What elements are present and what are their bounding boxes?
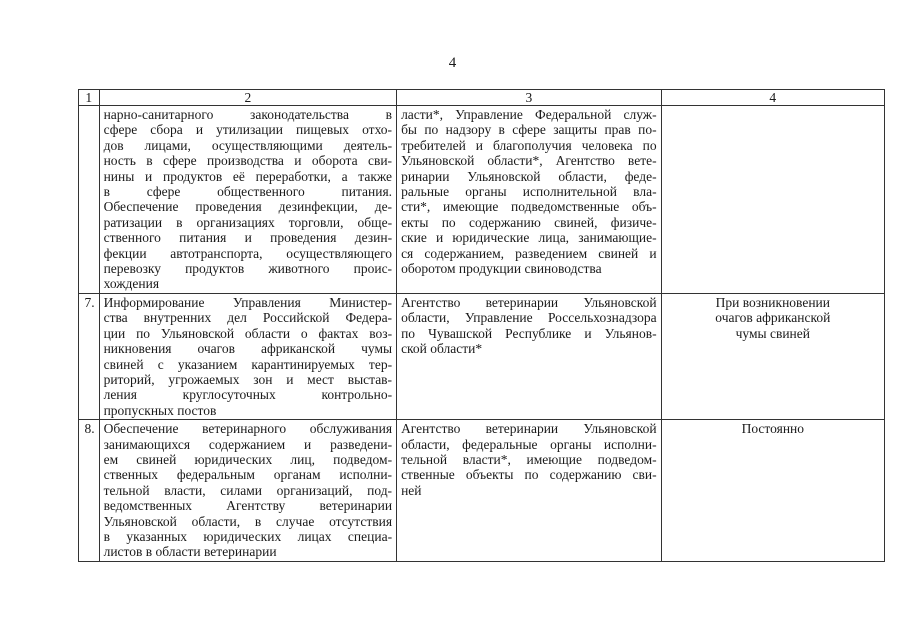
responsible-cell-line: ральные органы исполнительной вла- <box>401 184 657 200</box>
measure-cell-line: ции по Ульяновской области о фактах воз- <box>103 325 393 341</box>
measure-cell-line: Информирование Управления Министер- <box>103 294 393 310</box>
responsible-cell-line: ской области* <box>401 341 483 357</box>
measures-table <box>78 89 885 562</box>
deadline-cell <box>661 420 884 562</box>
measure-cell-line: перевозку продуктов животного проис- <box>103 261 393 277</box>
measure-cell-line: свиней с указанием карантинируемых тер- <box>103 356 393 372</box>
measure-cell-line: сфере сбора и утилизации пищевых отхо- <box>103 122 393 138</box>
header-col-2: 2 <box>99 90 396 106</box>
measure-cell-line: ведомственных Агентству ветеринарии <box>103 498 393 514</box>
table-row <box>79 420 885 562</box>
deadline-cell <box>661 293 884 419</box>
measure-cell <box>99 106 396 294</box>
header-col-3: 3 <box>397 90 662 106</box>
measure-cell-line: ратизации в организациях торговли, обще- <box>103 214 393 230</box>
table-header-row <box>79 90 885 106</box>
responsible-cell-line: ственные объекты по содержанию сви- <box>401 467 657 483</box>
row-number: 8. <box>79 420 100 562</box>
measure-cell-line: нины и продуктов её переработки, а также <box>103 168 393 184</box>
responsible-cell-line: бы по надзору в сфере защиты прав по- <box>401 122 657 138</box>
responsible-cell-line: ся содержанием, разведением свиней и <box>401 245 657 261</box>
measure-cell-line: нарно-санитарного законодательства в <box>103 107 393 122</box>
measure-cell-line: Ульяновской области, в случае отсутствия <box>103 513 393 529</box>
measure-cell-line: в сфере общественного питания. <box>103 184 393 200</box>
deadline-cell <box>661 106 884 294</box>
responsible-cell-line: ские и юридические лица, занимающие- <box>401 230 657 246</box>
measure-cell <box>99 420 396 562</box>
responsible-cell <box>397 420 662 562</box>
measure-cell-line: тельной власти, силами организаций, под- <box>103 482 393 498</box>
measure-cell-line: Обеспечение проведения дезинфекции, де- <box>103 199 393 215</box>
deadline-cell-line: При возникновении <box>715 294 831 310</box>
deadline-cell-line: чумы свиней <box>735 325 810 341</box>
measure-cell-line: дов лицами, осуществляющими деятель- <box>103 137 393 153</box>
responsible-cell <box>397 106 662 294</box>
responsible-cell-line: требителей и благополучия человека по <box>401 137 657 153</box>
table-row <box>79 106 885 294</box>
measure-cell-line: риторий, угрожаемых зон и мест выстав- <box>103 371 393 387</box>
responsible-cell-line: сти*, имеющие подведомственные объ- <box>401 199 657 215</box>
measure-cell-line: хождения <box>103 276 160 292</box>
deadline-cell-line: очагов африканской <box>715 310 831 326</box>
measure-cell-line: ления круглосуточных контрольно- <box>103 387 393 403</box>
responsible-cell-line: области, федеральные органы исполни- <box>401 436 657 452</box>
measure-cell-line: никновения очагов африканской чумы <box>103 341 393 357</box>
measure-cell-line: ем свиней юридических лиц, подведом- <box>103 451 393 467</box>
measure-cell-line: листов в области ветеринарии <box>103 544 277 560</box>
responsible-cell-line: Ульяновской области*, Агентство вете- <box>401 153 657 169</box>
responsible-cell-line: Агентство ветеринарии Ульяновской <box>401 294 657 310</box>
responsible-cell-line: по Чувашской Республике и Ульянов- <box>401 325 657 341</box>
measure-cell-line: ственных федеральным органам исполни- <box>103 467 393 483</box>
row-number <box>79 106 100 294</box>
responsible-cell-line: ринарии Ульяновской области, феде- <box>401 168 657 184</box>
header-col-4: 4 <box>661 90 884 106</box>
responsible-cell-line: области, Управление Россельхознадзора <box>401 310 657 326</box>
measure-cell-line: ность в сфере производства и оборота сви- <box>103 153 393 169</box>
page-number: 4 <box>448 55 457 71</box>
responsible-cell-line: ласти*, Управление Федеральной служ- <box>401 107 657 122</box>
responsible-cell-line: Агентство ветеринарии Ульяновской <box>401 421 657 437</box>
responsible-cell <box>397 293 662 419</box>
header-col-1: 1 <box>79 90 100 106</box>
responsible-cell-line: ней <box>401 482 422 498</box>
measure-cell <box>99 293 396 419</box>
responsible-cell-line: тельной власти*, имеющие подведом- <box>401 451 657 467</box>
measure-cell-line: пропускных постов <box>103 402 217 418</box>
measure-cell-line: Обеспечение ветеринарного обслуживания <box>103 421 393 437</box>
measure-cell-line: ственного питания и проведения дезин- <box>103 230 393 246</box>
measure-cell-line: занимающихся содержанием и разведени- <box>103 436 393 452</box>
measure-cell-line: фекции автотранспорта, осуществляющего <box>103 245 393 261</box>
table-row <box>79 293 885 419</box>
responsible-cell-line: оборотом продукции свиноводства <box>401 261 602 277</box>
row-number: 7. <box>79 293 100 419</box>
measure-cell-line: в указанных юридических лицах специа- <box>103 528 393 544</box>
deadline-cell-line: Постоянно <box>741 421 805 437</box>
measure-cell-line: ства внутренних дел Российской Федера- <box>103 310 393 326</box>
responsible-cell-line: екты по содержанию свиней, физиче- <box>401 214 657 230</box>
table-body <box>79 106 885 562</box>
